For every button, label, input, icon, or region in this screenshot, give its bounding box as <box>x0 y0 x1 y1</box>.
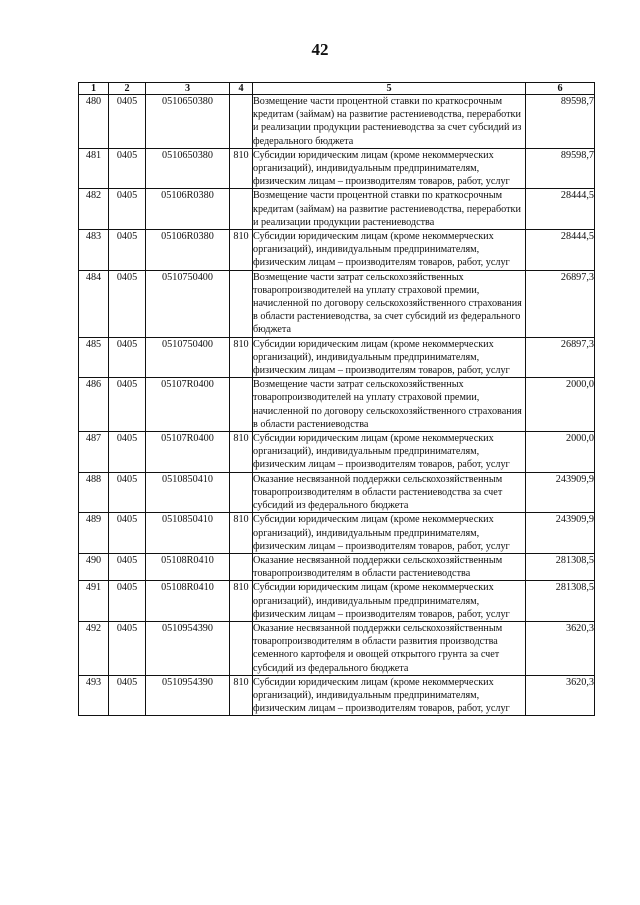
row-number: 484 <box>79 270 109 337</box>
row-number: 481 <box>79 148 109 189</box>
section-code: 0405 <box>109 230 146 271</box>
item-name: Возмещение части процентной ставки по краткосрочным кредитам (займам) на развитие растениеводства, переработки и реализации продукции растениеводства <box>253 189 526 230</box>
table-row <box>79 378 595 432</box>
amount: 281308,5 <box>526 553 595 580</box>
table-row <box>79 189 595 230</box>
target-article-code: 05106R0380 <box>146 189 230 230</box>
target-article-code: 0510850410 <box>146 513 230 554</box>
target-article-code: 05108R0410 <box>146 553 230 580</box>
expense-type-code: 810 <box>230 230 253 271</box>
target-article-code: 0510750400 <box>146 337 230 378</box>
column-header: 6 <box>526 83 595 95</box>
expense-type-code <box>230 95 253 149</box>
target-article-code: 05108R0410 <box>146 581 230 622</box>
item-name: Субсидии юридическим лицам (кроме некоммерческих организаций), индивидуальным предпринимателям, физическим лицам – производителям товаров, работ, услуг <box>253 581 526 622</box>
expense-type-code <box>230 189 253 230</box>
target-article-code: 0510954390 <box>146 675 230 716</box>
amount: 2000,0 <box>526 378 595 432</box>
table-row <box>79 95 595 149</box>
budget-table <box>78 82 595 716</box>
row-number: 493 <box>79 675 109 716</box>
row-number: 488 <box>79 472 109 513</box>
row-number: 492 <box>79 621 109 675</box>
column-header: 2 <box>109 83 146 95</box>
section-code: 0405 <box>109 189 146 230</box>
item-name: Субсидии юридическим лицам (кроме некоммерческих организаций), индивидуальным предпринимателям, физическим лицам – производителям товаров, работ, услуг <box>253 675 526 716</box>
table-row <box>79 472 595 513</box>
amount: 2000,0 <box>526 432 595 473</box>
target-article-code: 05107R0400 <box>146 378 230 432</box>
amount: 26897,3 <box>526 337 595 378</box>
section-code: 0405 <box>109 378 146 432</box>
item-name: Возмещение части затрат сельскохозяйственных товаропроизводителей на уплату страховой премии, начисленной по договору сельскохозяйственного страхования в области растениеводства <box>253 378 526 432</box>
section-code: 0405 <box>109 553 146 580</box>
item-name: Субсидии юридическим лицам (кроме некоммерческих организаций), индивидуальным предпринимателям, физическим лицам – производителям товаров, работ, услуг <box>253 432 526 473</box>
table-header-row <box>79 83 595 95</box>
item-name: Оказание несвязанной поддержки сельскохозяйственным товаропроизводителям в области растениеводства за счет субсидий из федерального бюджета <box>253 472 526 513</box>
section-code: 0405 <box>109 148 146 189</box>
table-row <box>79 432 595 473</box>
table-row <box>79 553 595 580</box>
item-name: Субсидии юридическим лицам (кроме некоммерческих организаций), индивидуальным предпринимателям, физическим лицам – производителям товаров, работ, услуг <box>253 148 526 189</box>
table-row <box>79 270 595 337</box>
section-code: 0405 <box>109 270 146 337</box>
section-code: 0405 <box>109 432 146 473</box>
expense-type-code: 810 <box>230 675 253 716</box>
page-number: 42 <box>311 40 329 59</box>
table-row <box>79 337 595 378</box>
column-header: 5 <box>253 83 526 95</box>
amount: 3620,3 <box>526 675 595 716</box>
target-article-code: 05106R0380 <box>146 230 230 271</box>
expense-type-code <box>230 553 253 580</box>
amount: 28444,5 <box>526 230 595 271</box>
item-name: Субсидии юридическим лицам (кроме некоммерческих организаций), индивидуальным предпринимателям, физическим лицам – производителям товаров, работ, услуг <box>253 230 526 271</box>
expense-type-code: 810 <box>230 513 253 554</box>
column-header: 4 <box>230 83 253 95</box>
item-name: Оказание несвязанной поддержки сельскохозяйственным товаропроизводителям в области растениеводства <box>253 553 526 580</box>
section-code: 0405 <box>109 95 146 149</box>
expense-type-code: 810 <box>230 337 253 378</box>
target-article-code: 0510954390 <box>146 621 230 675</box>
row-number: 486 <box>79 378 109 432</box>
target-article-code: 0510650380 <box>146 148 230 189</box>
row-number: 485 <box>79 337 109 378</box>
row-number: 480 <box>79 95 109 149</box>
item-name: Субсидии юридическим лицам (кроме некоммерческих организаций), индивидуальным предпринимателям, физическим лицам – производителям товаров, работ, услуг <box>253 337 526 378</box>
row-number: 482 <box>79 189 109 230</box>
expense-type-code: 810 <box>230 148 253 189</box>
column-header: 3 <box>146 83 230 95</box>
section-code: 0405 <box>109 513 146 554</box>
table-row <box>79 675 595 716</box>
item-name: Возмещение части затрат сельскохозяйственных товаропроизводителей на уплату страховой премии, начисленной по договору сельскохозяйственного страхования в области растениеводства, за счет субсидий из федерального бюджета <box>253 270 526 337</box>
table-row <box>79 621 595 675</box>
item-name: Оказание несвязанной поддержки сельскохозяйственным товаропроизводителям в области развития производства семенного картофеля и овощей открытого грунта за счет субсидий из федерального бюджета <box>253 621 526 675</box>
item-name: Субсидии юридическим лицам (кроме некоммерческих организаций), индивидуальным предпринимателям, физическим лицам – производителям товаров, работ, услуг <box>253 513 526 554</box>
amount: 243909,9 <box>526 472 595 513</box>
row-number: 489 <box>79 513 109 554</box>
expense-type-code <box>230 621 253 675</box>
amount: 243909,9 <box>526 513 595 554</box>
expense-type-code <box>230 472 253 513</box>
section-code: 0405 <box>109 675 146 716</box>
section-code: 0405 <box>109 472 146 513</box>
section-code: 0405 <box>109 621 146 675</box>
table-row <box>79 513 595 554</box>
row-number: 487 <box>79 432 109 473</box>
section-code: 0405 <box>109 581 146 622</box>
item-name: Возмещение части процентной ставки по краткосрочным кредитам (займам) на развитие растениеводства, переработки и реализации продукции растениеводства за счет субсидий из федерального бюджета <box>253 95 526 149</box>
row-number: 490 <box>79 553 109 580</box>
amount: 3620,3 <box>526 621 595 675</box>
section-code: 0405 <box>109 337 146 378</box>
column-header: 1 <box>79 83 109 95</box>
expense-type-code: 810 <box>230 432 253 473</box>
expense-type-code <box>230 378 253 432</box>
amount: 281308,5 <box>526 581 595 622</box>
expense-type-code: 810 <box>230 581 253 622</box>
amount: 89598,7 <box>526 148 595 189</box>
table-row <box>79 230 595 271</box>
target-article-code: 0510750400 <box>146 270 230 337</box>
target-article-code: 05107R0400 <box>146 432 230 473</box>
expense-type-code <box>230 270 253 337</box>
row-number: 483 <box>79 230 109 271</box>
row-number: 491 <box>79 581 109 622</box>
table-row <box>79 148 595 189</box>
target-article-code: 0510650380 <box>146 95 230 149</box>
amount: 26897,3 <box>526 270 595 337</box>
target-article-code: 0510850410 <box>146 472 230 513</box>
table-row <box>79 581 595 622</box>
amount: 89598,7 <box>526 95 595 149</box>
amount: 28444,5 <box>526 189 595 230</box>
